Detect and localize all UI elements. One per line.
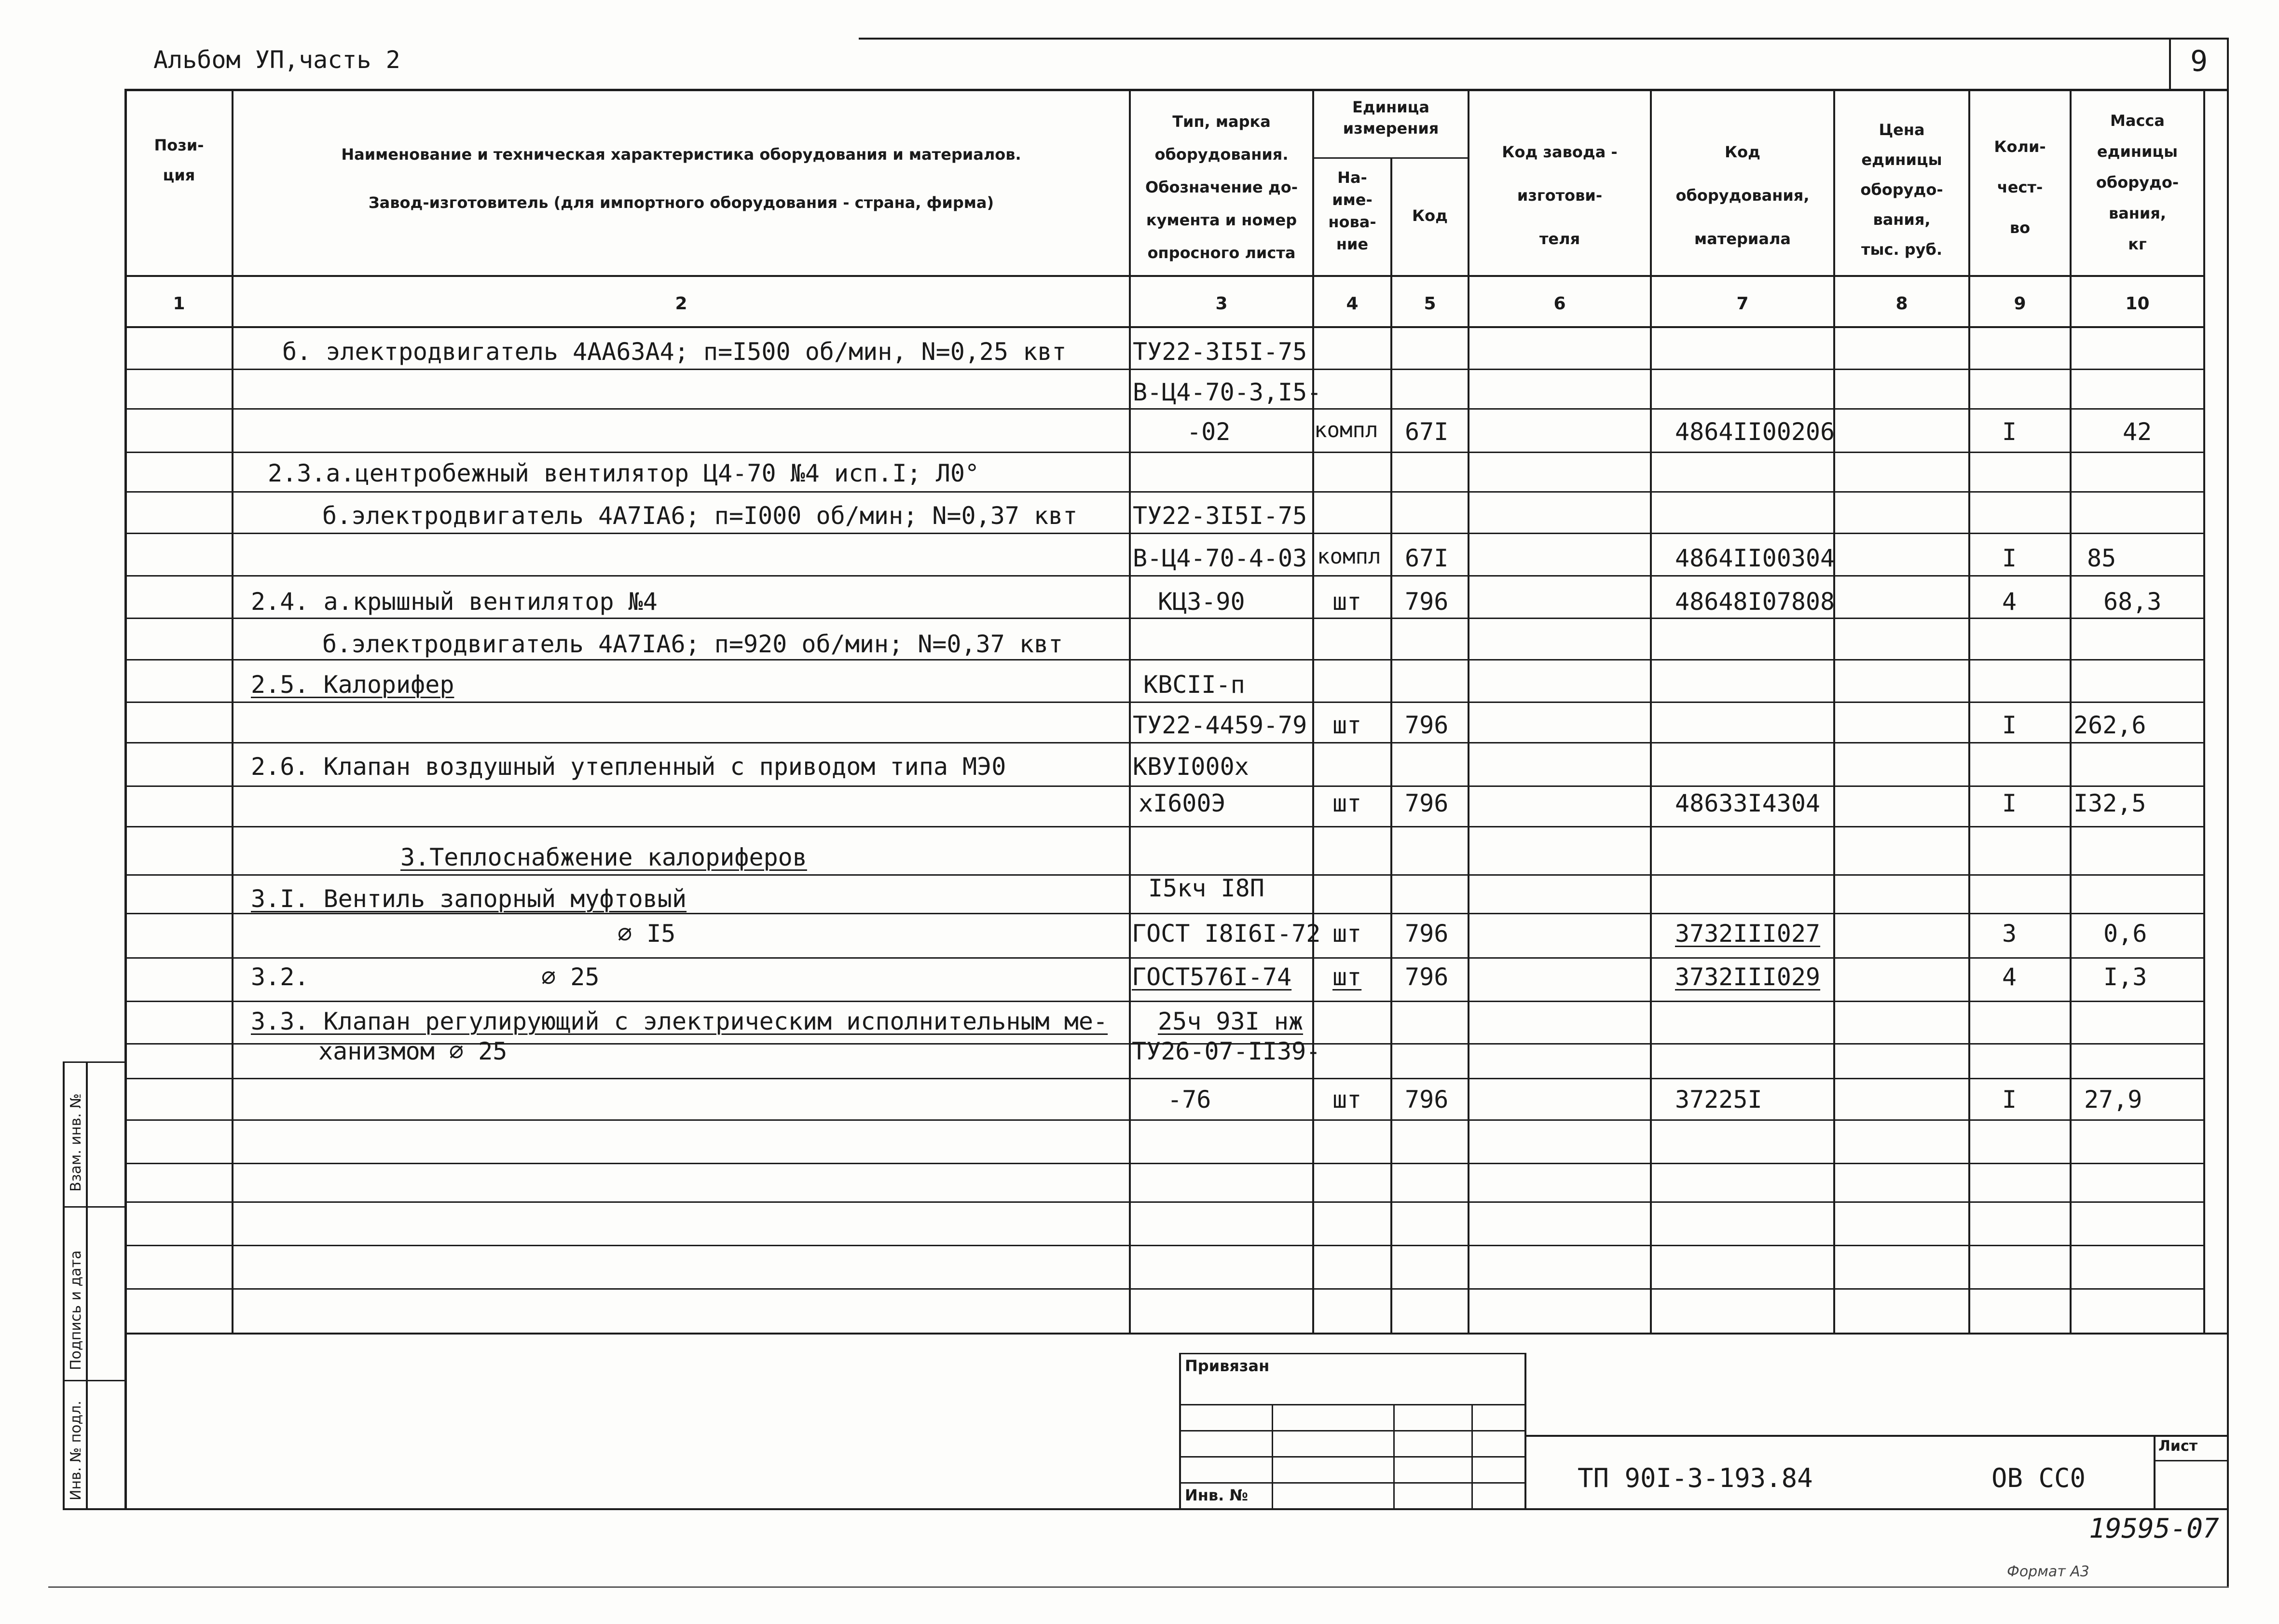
unit-subheader-line [1312,157,1468,159]
side-label-podpis: Подпись и дата [68,1250,84,1370]
col-header-mass: Масса единицы оборудо- вания, кг [2096,111,2179,253]
table-cell-unit: шт [1332,588,1362,616]
title-block-top [1526,1435,2229,1437]
table-cell-unit: шт [1332,920,1362,948]
table-cell-unit: шт [1332,1086,1362,1114]
row-divider [124,491,2205,493]
stamp-row4 [1179,1482,1526,1484]
col-header-unit-name: На- име- нова- ние [1328,168,1376,253]
numbers-bottom [124,326,2205,328]
col-header-unit-code: Код [1412,206,1448,225]
col-number: 3 [1215,294,1228,314]
side-strip-div1 [63,1206,125,1208]
col-line-7 [1833,89,1835,1333]
row-divider [124,1245,2205,1246]
table-cell-unit: шт [1332,711,1362,739]
stamp-row2 [1179,1430,1526,1431]
table-cell-equip-code: 4864II00206 [1675,418,1835,446]
col-line-5 [1468,89,1469,1333]
col-number: 9 [2014,294,2026,314]
table-cell-type: -76 [1167,1086,1211,1114]
side-label-vzam: Взам. инв. № [68,1093,84,1192]
table-cell-qty: I [2002,544,2017,572]
table-cell-name: 2.6. Клапан воздушный утепленный с приводом типа МЭ0 [251,753,1006,781]
stamp-list-label: Лист [2158,1438,2198,1455]
table-cell-name: 3.3. Клапан регулирующий с электрическим исполнительным ме- [251,1007,1108,1035]
row-divider [124,408,2205,410]
table-cell-mass: 85 [2087,544,2116,572]
row-divider [124,575,2205,577]
table-cell-type: ГОСТ576I-74 [1132,963,1292,991]
row-divider [124,913,2205,914]
table-cell-name: б.электродвигатель 4А7IА6; п=920 об/мин; N=0,37 квт [322,630,1063,658]
table-cell-code: 796 [1405,1086,1449,1114]
stamp-row1 [1179,1404,1526,1405]
col-header-factory-code: Код завода - изготови- теля [1502,143,1618,248]
table-cell-code: 796 [1405,789,1449,817]
table-cell-mass: 68,3 [2103,588,2162,616]
row-divider [124,618,2205,619]
col-header-unit: Единица измерения [1343,98,1439,138]
table-cell-code: 796 [1405,711,1449,739]
row-divider [124,1001,2205,1002]
table-cell-qty: 4 [2002,588,2017,616]
table-cell-type: ТУ22-3I5I-75 [1133,502,1307,530]
stamp-col3 [1471,1404,1473,1510]
row-divider [124,369,2205,370]
table-cell-type: хI600Э [1139,789,1226,817]
list-box-div [2154,1460,2227,1461]
document-code: ТП 90I-3-193.84 [1578,1463,1813,1493]
table-cell-qty: I [2002,418,2017,446]
col-number: 4 [1346,294,1359,314]
table-cell-type: ГОСТ I8I6I-72 [1132,920,1321,948]
table-cell-name: б.электродвигатель 4А7IА6; п=I000 об/мин; N=0,37 квт [322,502,1078,530]
row-divider [124,785,2205,787]
col-number: 10 [2125,294,2150,314]
col-line-8 [1968,89,1970,1333]
stamp-row3 [1179,1456,1526,1458]
table-cell-type: КЦ3-90 [1158,588,1245,616]
table-cell-type: 25ч 93I нж [1158,1007,1304,1035]
table-cell-code: 796 [1405,588,1449,616]
stamp-top [1179,1353,1526,1354]
table-cell-qty: I [2002,711,2017,739]
table-cell-unit: шт [1332,789,1362,817]
table-cell-qty: I [2002,1086,2017,1114]
table-cell-type: -02 [1187,418,1231,446]
col-line-1 [232,89,233,1333]
table-cell-name: ханизмом ∅ 25 [318,1037,508,1065]
col-line-3 [1312,89,1314,1333]
row-divider [124,1119,2205,1121]
col-header-name: Наименование и техническая характеристика оборудования и материалов. Завод-изготовитель (для импортного оборудования - страна, фирма) [341,145,1021,212]
table-cell-mass: I32,5 [2073,789,2146,817]
table-cell-unit: шт [1332,963,1362,991]
table-cell-unit: компл [1317,544,1381,569]
table-cell-name: 2.4. а.крышный вентилятор №4 [251,588,658,616]
stamp-col1 [1272,1404,1273,1510]
row-divider [124,826,2205,827]
col-line-9 [2070,89,2072,1333]
col-number: 5 [1424,294,1436,314]
col-number: 6 [1553,294,1566,314]
table-cell-equip-code: 3732III029 [1675,963,1821,991]
col-number: 8 [1895,294,1908,314]
table-cell-code: 796 [1405,920,1449,948]
table-cell-equip-code: 48633I4304 [1675,789,1821,817]
row-divider [124,659,2205,661]
sheet-number: 9 [2190,44,2208,78]
top-rule [859,38,2229,40]
table-cell-name: 3.2. ∅ 25 [251,963,600,991]
row-divider [124,452,2205,453]
section-code: ОВ СС0 [1991,1463,2086,1493]
frame-right [2227,38,2229,1586]
table-cell-mass: 262,6 [2073,711,2146,739]
table-cell-qty: 3 [2002,920,2017,948]
table-cell-name: 2.5. Калорифер [251,671,454,699]
stamp-inv-no: Инв. № [1185,1486,1248,1504]
section-title: 3.Теплоснабжение калориферов [400,843,807,871]
side-strip-left [63,1061,65,1510]
header-bottom [124,275,2205,277]
table-cell-type: КВУI000х [1133,753,1249,781]
table-cell-name: 2.3.а.центробежный вентилятор Ц4-70 №4 исп.I; Л0° [268,459,980,487]
side-strip-div2 [63,1380,125,1381]
table-cell-equip-code: 4864II00304 [1675,544,1835,572]
row-divider [124,1201,2205,1203]
table-cell-name: ∅ I5 [618,920,676,948]
table-cell-code: 67I [1405,418,1449,446]
table-cell-mass: I,3 [2103,963,2147,991]
row-divider [124,1163,2205,1164]
table-cell-type: В-Ц4-70-3,I5- [1133,378,1322,406]
table-bottom [124,1333,2229,1335]
archive-number: 19595-07 [2089,1513,2219,1544]
row-divider [124,957,2205,959]
table-cell-unit: компл [1314,418,1378,442]
table-cell-qty: 4 [2002,963,2017,991]
row-divider [124,742,2205,743]
table-cell-code: 796 [1405,963,1449,991]
page-bottom-edge [48,1586,2229,1588]
row-divider [124,1078,2205,1079]
table-top [124,89,2229,91]
col-number: 1 [173,294,185,314]
table-cell-type: КВСII-п [1143,671,1245,699]
side-strip-top [63,1061,125,1063]
table-cell-type: I5кч I8П [1148,874,1264,902]
table-cell-qty: I [2002,789,2017,817]
format-label: Формат А3 [2007,1563,2089,1580]
table-cell-mass: 27,9 [2084,1086,2142,1114]
table-cell-type: ТУ22-3I5I-75 [1133,338,1307,366]
stamp-privyazan: Привязан [1185,1357,1270,1375]
table-cell-equip-code: 37225I [1675,1086,1762,1114]
side-strip-mid [86,1061,88,1510]
col-header-equip-code: Код оборудования, материала [1675,143,1810,248]
table-cell-type: ТУ22-4459-79 [1133,711,1307,739]
row-divider [124,1288,2205,1290]
col-number: 7 [1736,294,1749,314]
table-cell-name: б. электродвигатель 4АА63А4; п=I500 об/мин, N=0,25 квт [282,338,1067,366]
col-line-6 [1650,89,1652,1333]
table-cell-mass: 42 [2123,418,2152,446]
table-cell-mass: 0,6 [2103,920,2147,948]
col-line-2 [1129,89,1131,1333]
table-cell-equip-code: 3732III027 [1675,920,1821,948]
frame-bottom [63,1508,2229,1510]
col-header-type: Тип, марка оборудования. Обозначение до- кумента и номер опросного листа [1145,112,1298,262]
col-line-4 [1390,157,1392,1333]
table-cell-name: 3.I. Вентиль запорный муфтовый [251,885,687,913]
col-header-position: Пози- ция [154,136,204,184]
album-title: Альбом УП,часть 2 [153,46,400,74]
row-divider [124,533,2205,534]
table-cell-type: ТУ26-07-II39- [1132,1037,1321,1065]
table-cell-equip-code: 48648I07808 [1675,588,1835,616]
side-label-inv-podl: Инв. № подл. [68,1401,84,1500]
table-cell-type: В-Ц4-70-4-03 [1133,544,1307,572]
list-box-left [2154,1435,2155,1510]
stamp-col2 [1393,1404,1395,1510]
col-header-price: Цена единицы оборудо- вания, тыс. руб. [1860,121,1943,259]
table-cell-code: 67I [1405,544,1449,572]
col-header-qty: Коли- чест- во [1994,138,2046,237]
row-divider [124,702,2205,703]
col-number: 2 [675,294,687,314]
